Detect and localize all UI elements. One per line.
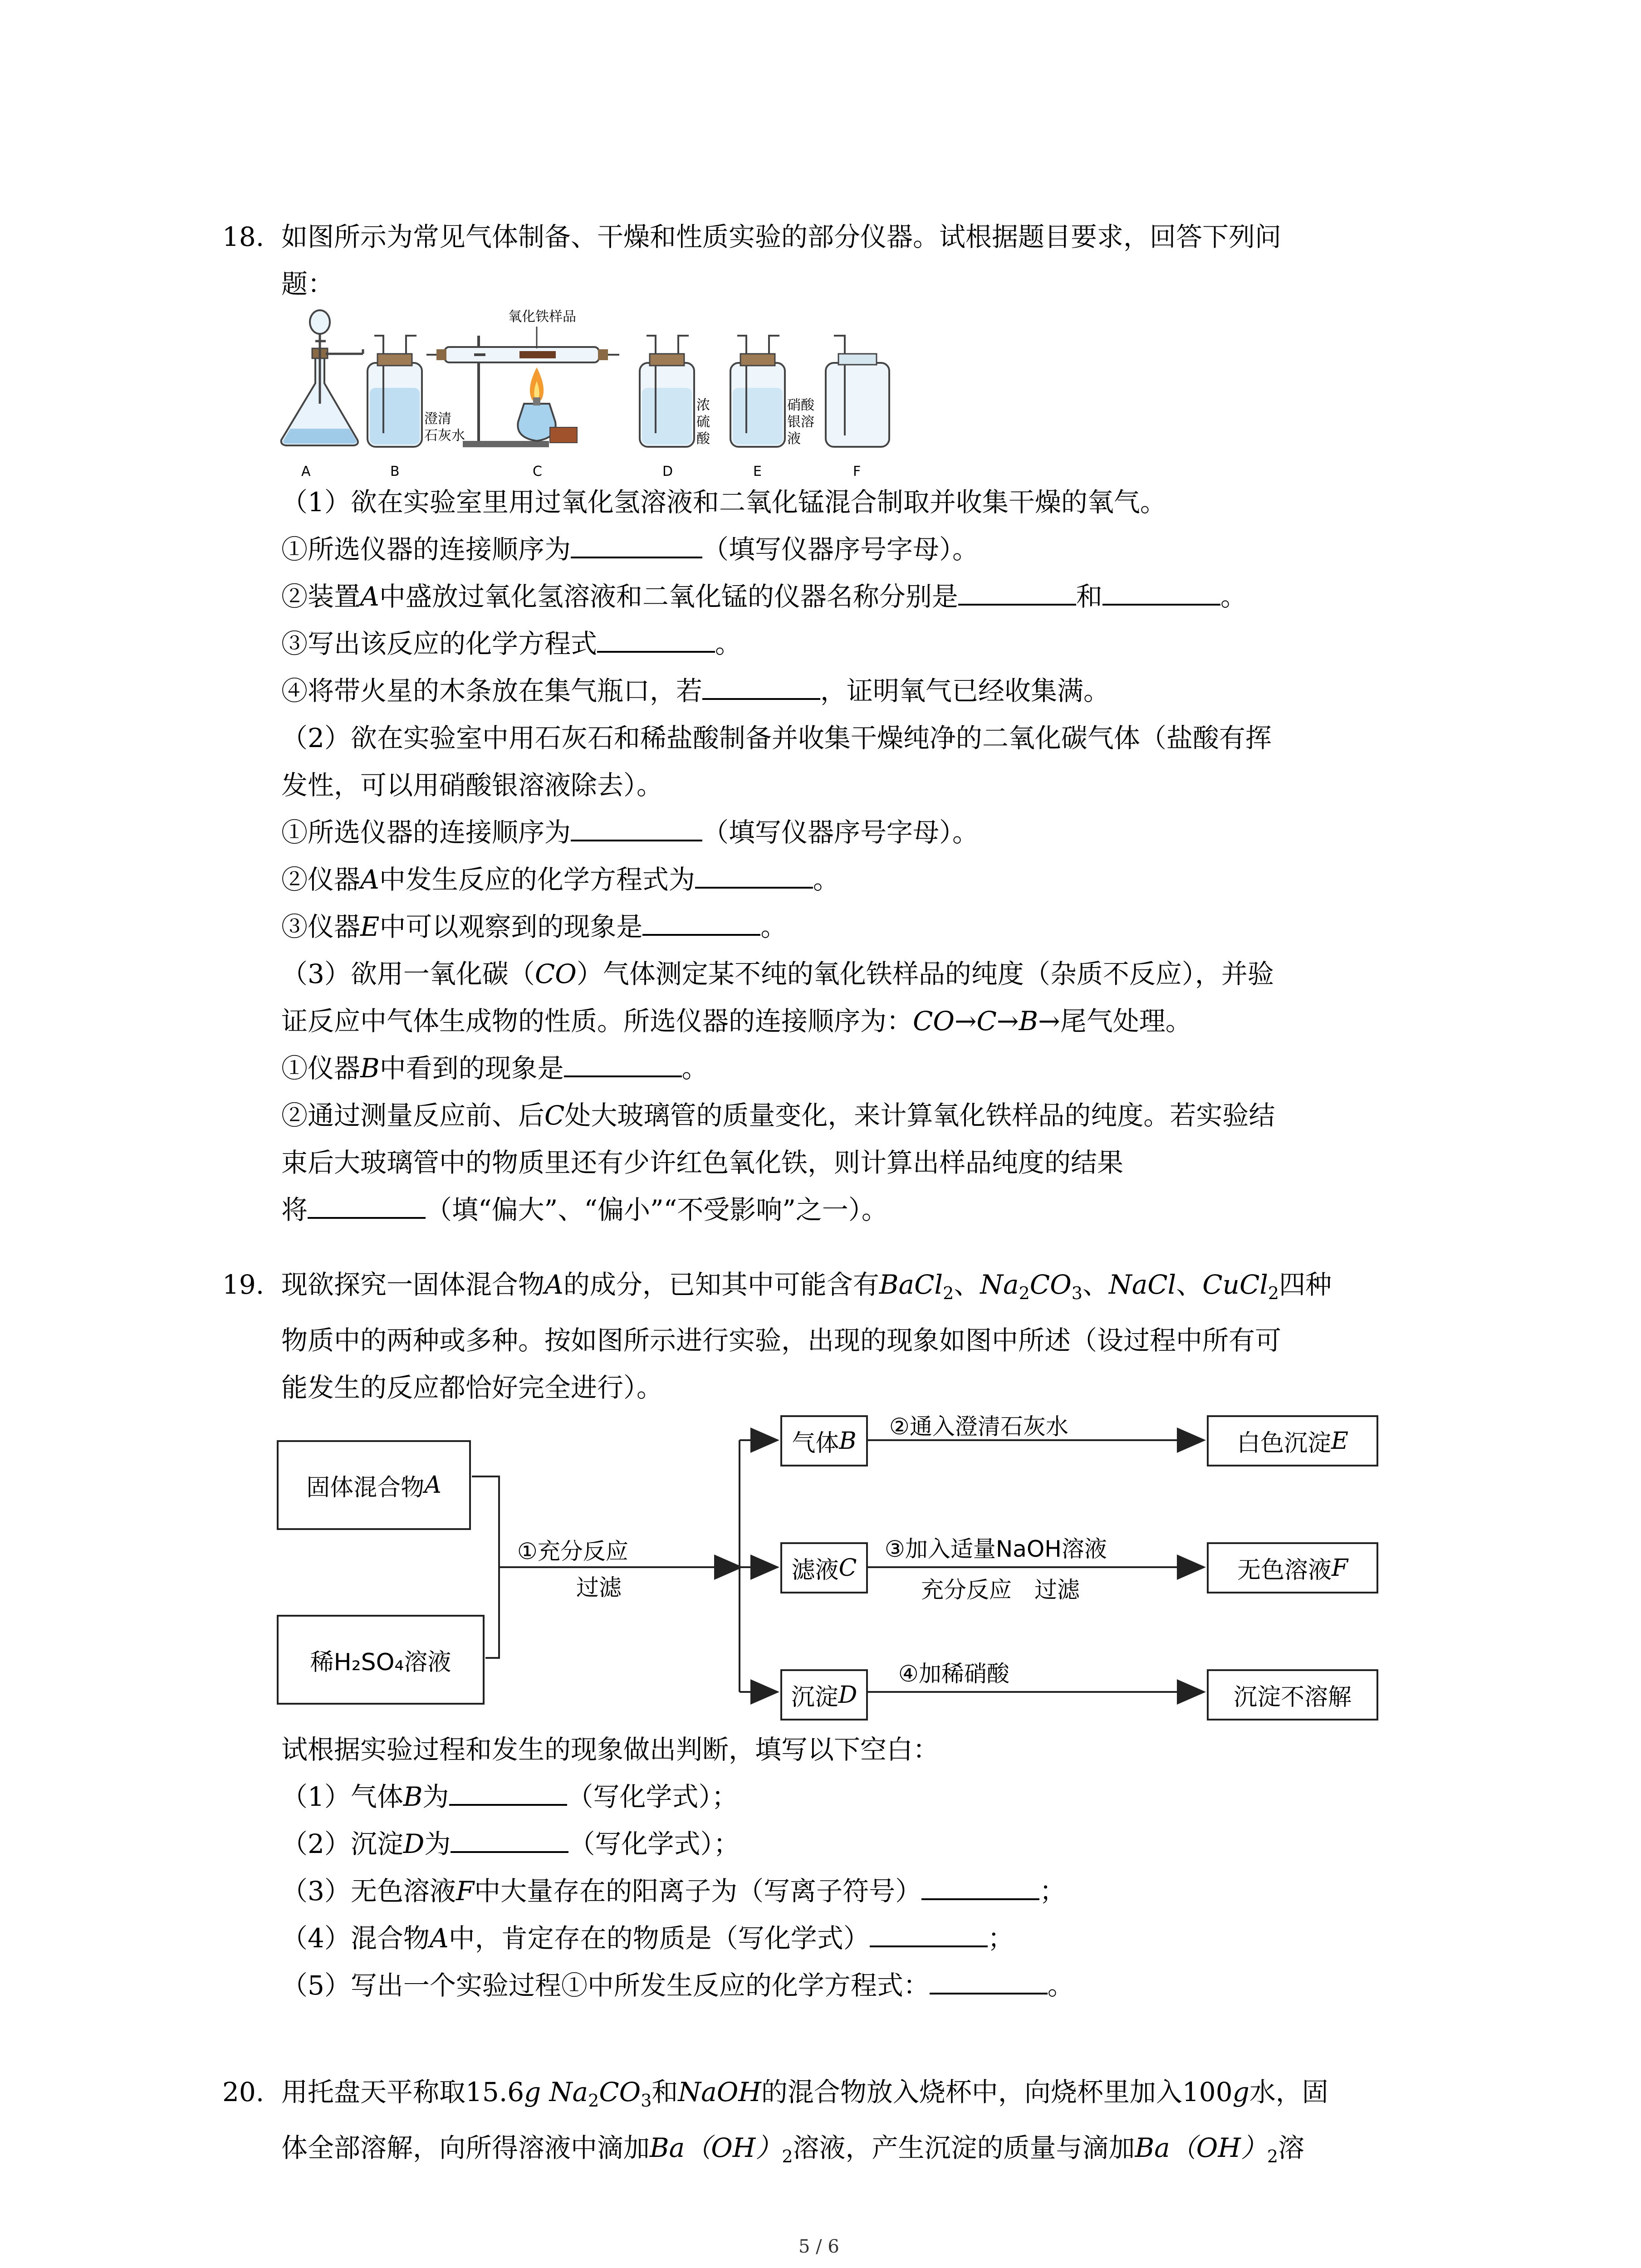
answer-blank[interactable] [597, 624, 715, 653]
question-18-parts [236, 479, 1443, 1233]
answer-blank[interactable] [870, 1918, 988, 1947]
answer-blank[interactable] [695, 860, 813, 889]
part-3-intro: （3）欲用一氧化碳（CO）气体测定某不纯的氧化铁样品的纯度（杂质不反应），并验 [281, 958, 1274, 989]
sample-label: 氧化铁样品 [508, 309, 576, 325]
e-caption-1: 硝酸 [787, 397, 814, 413]
part-1c: ③写出该反应的化学方程式 。 [236, 620, 1443, 667]
answer-blank[interactable] [702, 671, 820, 700]
apparatus-d [640, 336, 694, 447]
step-4-label: ④加稀硝酸 [898, 1661, 1009, 1687]
box-gas-b: 气体 B [780, 1415, 868, 1466]
part-2-intro: （2）欲在实验室中用石灰石和稀盐酸制备并收集干燥纯净的二氧化碳气体（盐酸有挥 [281, 723, 1272, 753]
box-white-precipitate-e: 白色沉淀 E [1207, 1415, 1378, 1466]
label-d: D [662, 464, 673, 479]
answer-blank[interactable] [571, 529, 702, 558]
box-precipitate-insoluble: 沉淀不溶解 [1207, 1669, 1378, 1721]
apparatus-drawing [272, 308, 907, 481]
part-3b: ②通过测量反应前、后C处大玻璃管的质量变化，来计算氧化铁样品的纯度。若实验结 [281, 1100, 1275, 1131]
label-c: C [533, 464, 542, 479]
label-e: E [753, 464, 762, 479]
part-3b-2: 束后大玻璃管中的物质里还有少许红色氧化铁，则计算出样品纯度的结果 [281, 1147, 1124, 1178]
question-19-parts [236, 1726, 1443, 2009]
question-18 [222, 213, 1443, 308]
box-dilute-acid: 稀H₂SO₄溶液 [277, 1615, 485, 1705]
box-precipitate-d: 沉淀 D [780, 1669, 868, 1721]
part-2a: ①所选仪器的连接顺序为 （填写仪器序号字母）。 [236, 809, 1443, 856]
answer-blank[interactable] [930, 1965, 1048, 1994]
question-20: 20. 用托盘天平称取15.6g $Na_2CO_3$和NaOH的混合物放入烧杯中，向烧杯里加入100g水，固 体全部溶解，向所得溶液中滴加$Ba(OH)_2$溶液，产生沉淀的质量与滴加$Ba(OH)_2$溶 [236, 2068, 1443, 2180]
answer-blank[interactable] [564, 1048, 682, 1077]
part-1-intro: （1）欲在实验室里用过氧化氢溶液和二氧化锰混合制取并收集干燥的氧气。 [281, 487, 1166, 518]
d-caption-2: 硫 [696, 414, 710, 430]
answer-blank[interactable] [308, 1190, 426, 1219]
label-f: F [853, 464, 861, 479]
step-1-label: ①充分反应 [517, 1538, 628, 1564]
apparatus-figure [272, 308, 907, 481]
q19-part-5: （5）写出一个实验过程①中所发生反应的化学方程式： 。 [236, 1962, 1443, 2009]
box-colorless-solution-f: 无色溶液 F [1207, 1542, 1378, 1593]
experiment-flowchart [277, 1411, 1384, 1728]
answer-blank[interactable] [449, 1777, 567, 1806]
part-2c: ③仪器E中可以观察到的现象是 。 [236, 903, 1443, 950]
label-a: A [301, 464, 311, 479]
answer-blank[interactable] [958, 577, 1076, 606]
answer-blank[interactable] [571, 812, 702, 841]
stem-line: 题： [281, 269, 334, 299]
b-caption-2: 石灰水 [424, 428, 465, 444]
part-1a: ①所选仪器的连接顺序为 （填写仪器序号字母）。 [236, 526, 1443, 573]
question-number: 18. [222, 221, 265, 252]
stem-line: 如图所示为常见气体制备、干燥和性质实验的部分仪器。试根据题目要求，回答下列问 [281, 221, 1282, 252]
step-1-label-2: 过滤 [576, 1574, 622, 1601]
step-2-label: ②通入澄清石灰水 [889, 1413, 1068, 1440]
answer-blank[interactable] [1102, 577, 1220, 606]
question-number: 19. [222, 1269, 265, 1300]
part-1b: ②装置A中盛放过氧化氢溶液和二氧化锰的仪器名称分别是 和 。 [236, 573, 1443, 620]
d-caption-1: 浓 [696, 397, 710, 413]
q19-part-4: （4）混合物A中，肯定存在的物质是（写化学式） ； [236, 1915, 1443, 1962]
step-3-label-2: 充分反应 过滤 [921, 1577, 1080, 1603]
b-caption-1: 澄清 [424, 411, 451, 427]
apparatus-e [730, 336, 785, 447]
apparatus-a [281, 310, 363, 445]
e-caption-3: 液 [787, 431, 801, 447]
part-2b: ②仪器A中发生反应的化学方程式为 。 [236, 856, 1443, 903]
answer-blank[interactable] [451, 1824, 568, 1853]
box-solid-mixture-a: 固体混合物 A [277, 1440, 471, 1530]
apparatus-f [826, 336, 889, 447]
part-1d: ④将带火星的木条放在集气瓶口，若 ，证明氧气已经收集满。 [236, 667, 1443, 714]
answer-blank[interactable] [921, 1871, 1039, 1900]
apparatus-b [367, 336, 422, 447]
part-3-intro-2: 证反应中气体生成物的性质。所选仪器的连接顺序为：CO→C→B→尾气处理。 [281, 1006, 1192, 1036]
part-3b-3: 将 （填“偏大”、“偏小”“不受影响”之一）。 [236, 1186, 1443, 1233]
question-19: 19. 现欲探究一固体混合物A的成分，已知其中可能含有BaCl$_2$、$Na_2CO_3$、NaCl、CuCl$_2$四种 物质中的两种或多种。按如图所示进行实验，出现的现象如图中所述（设过程中所有可 能发生的反应都恰好完全进行）。 [236, 1261, 1443, 1411]
label-b: B [390, 464, 400, 479]
q19-part-2: （2）沉淀D为 （写化学式）； [236, 1820, 1443, 1867]
q19-part-3: （3）无色溶液F中大量存在的阳离子为（写离子符号） ； [236, 1867, 1443, 1915]
answer-blank[interactable] [642, 907, 760, 936]
box-filtrate-c: 滤液 C [780, 1542, 868, 1593]
question-number: 20. [222, 2077, 265, 2107]
part-2-intro-2: 发性，可以用硝酸银溶液除去）。 [281, 770, 663, 801]
step-3-label: ③加入适量NaOH溶液 [885, 1536, 1107, 1562]
part-3a: ①仪器B中看到的现象是 。 [236, 1045, 1443, 1092]
page-number: 5 / 6 [798, 2236, 839, 2257]
q19-instruction: 试根据实验过程和发生的现象做出判断，填写以下空白： [281, 1734, 940, 1765]
d-caption-3: 酸 [696, 431, 710, 447]
q19-part-1: （1）气体B为 （写化学式）； [236, 1773, 1443, 1820]
e-caption-2: 银溶 [787, 414, 814, 430]
